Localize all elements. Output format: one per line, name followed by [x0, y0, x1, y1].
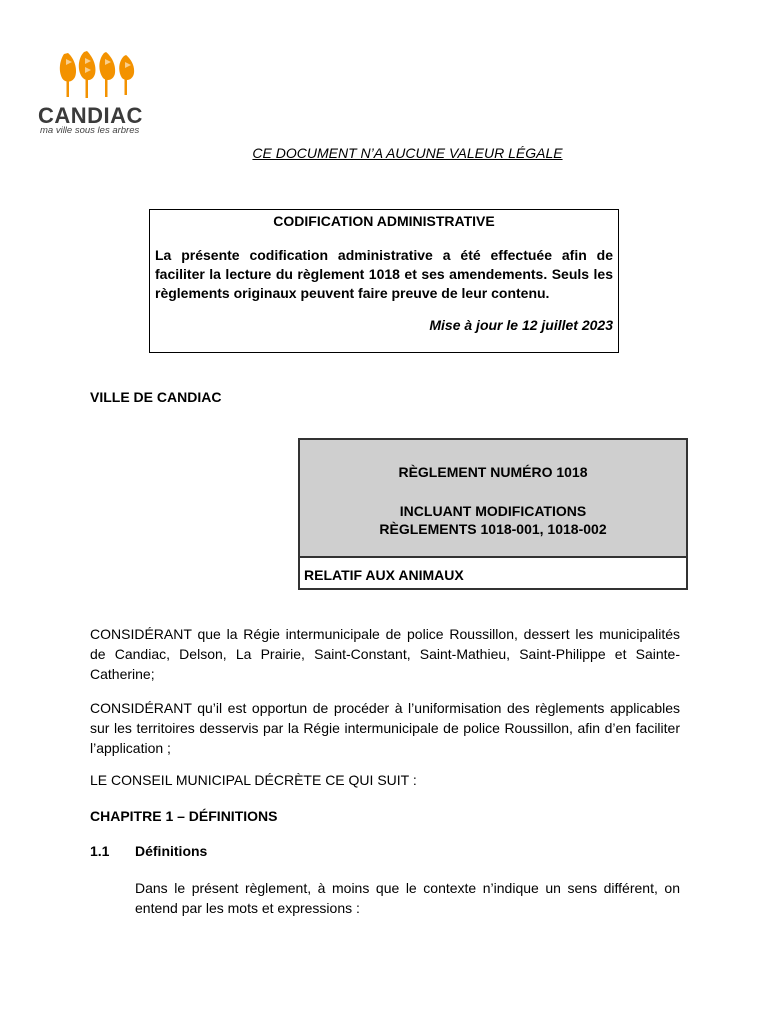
- codification-box: [149, 209, 619, 353]
- chapter-heading: CHAPITRE 1 – DÉFINITIONS: [90, 808, 278, 824]
- codification-title: CODIFICATION ADMINISTRATIVE: [273, 213, 495, 229]
- logo-tagline: ma ville sous les arbres: [40, 125, 140, 136]
- regulation-subject: RELATIF AUX ANIMAUX: [304, 567, 464, 583]
- candiac-logo: [38, 50, 158, 140]
- considerant-paragraph-1: CONSIDÉRANT que la Régie intermunicipale de police Roussillon, dessert les municipalités de Candiac, Delson, La Prairie, Saint-Constant, Saint-Mathieu, Saint-Philippe et Sainte-Catherine;: [90, 626, 680, 682]
- codification-text: La présente codification administrative a été effectuée afin de faciliter la lecture du règlement 1018 et ses amendements. Seuls les règlements originaux peuvent faire preuve de leur contenu.: [155, 247, 613, 301]
- section-number: 1.1: [90, 843, 110, 859]
- regulation-number: RÈGLEMENT NUMÉRO 1018: [398, 464, 588, 480]
- regulation-amendments: RÈGLEMENTS 1018-001, 1018-002: [379, 521, 607, 537]
- logo-name: CANDIAC: [38, 103, 143, 128]
- regulation-box: [298, 438, 688, 590]
- legal-disclaimer: [0, 145, 770, 161]
- considerant-paragraph-2: CONSIDÉRANT qu’il est opportun de procéder à l’uniformisation des règlements applicables sur les territoires desservis par la Régie intermunicipale de police Roussillon, afin d’en faciliter l’application ;: [90, 700, 680, 756]
- section-text: Dans le présent règlement, à moins que le contexte n’indique un sens différent, on entend par les mots et expressions :: [135, 880, 680, 916]
- disclaimer-text: CE DOCUMENT N’A AUCUNE VALEUR LÉGALE: [252, 145, 563, 161]
- trees-icon: [58, 50, 138, 102]
- section-title: Définitions: [135, 843, 208, 859]
- update-date: Mise à jour le 12 juillet 2023: [429, 317, 613, 333]
- regulation-header: [300, 440, 686, 558]
- city-name: VILLE DE CANDIAC: [90, 389, 222, 405]
- regulation-including: INCLUANT MODIFICATIONS: [399, 503, 587, 519]
- decree-statement: LE CONSEIL MUNICIPAL DÉCRÈTE CE QUI SUIT :: [90, 772, 417, 788]
